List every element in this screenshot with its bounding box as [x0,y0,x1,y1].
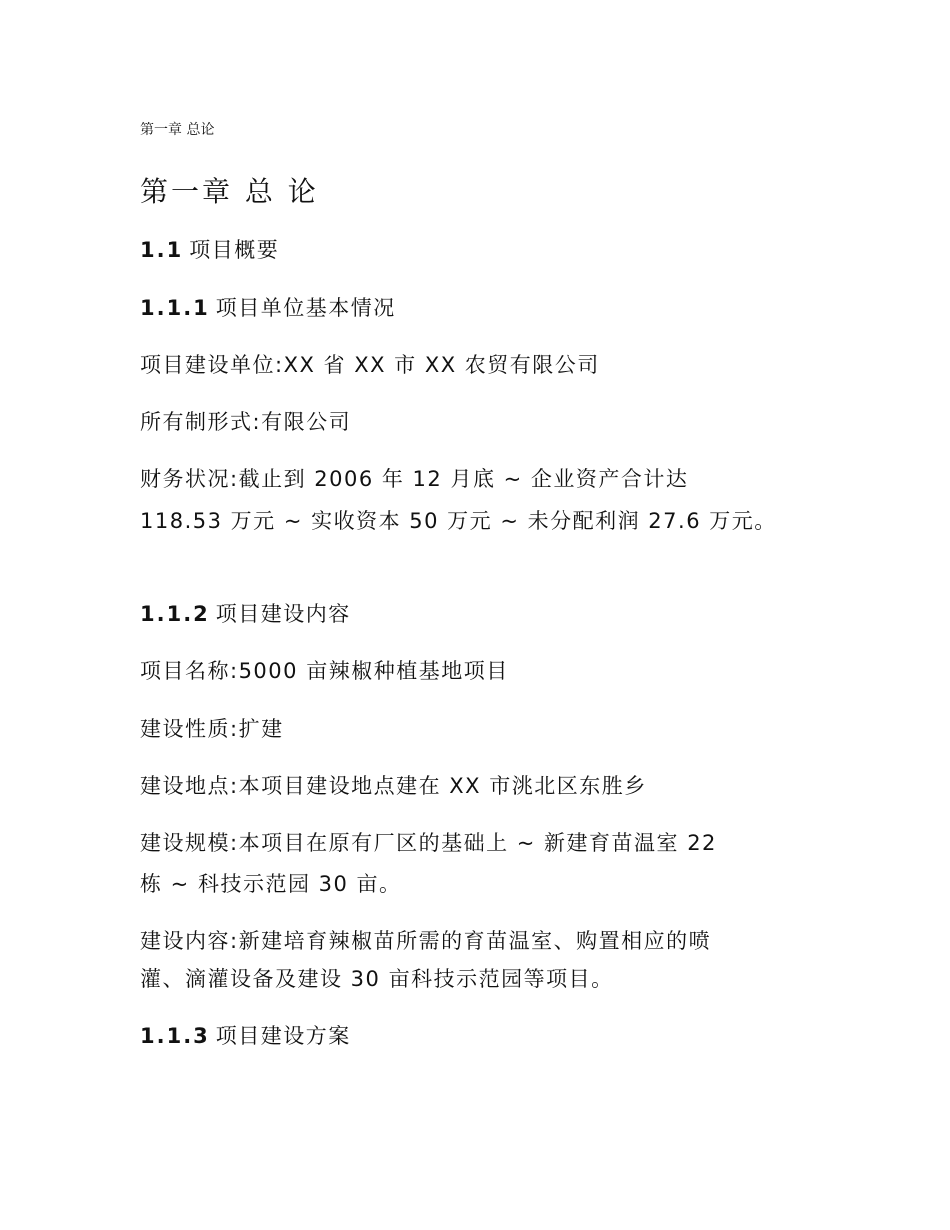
section-number: 1.1.3 [140,1024,210,1048]
section-heading-1-1-3 [140,1020,351,1050]
section-number: 1.1.2 [140,602,210,626]
paragraph-finance-line-2: 118.53 万元 ~ 实收资本 50 万元 ~ 未分配利润 27.6 万元。 [140,509,777,533]
paragraph-scale-line-2: 栋 ~ 科技示范园 30 亩。 [140,872,402,896]
section-title: 项目建设内容 [215,602,351,626]
paragraph-unit: 项目建设单位:XX 省 XX 市 XX 农贸有限公司 [140,353,600,377]
section-title: 项目建设方案 [215,1024,351,1048]
section-number: 1.1 [140,238,184,262]
chapter-title: 第一章 总 论 [140,175,319,208]
paragraph-project-name: 项目名称:5000 亩辣椒种植基地项目 [140,659,509,683]
paragraph-location: 建设地点:本项目建设地点建在 XX 市洮北区东胜乡 [140,774,647,798]
paragraph-content-line-1: 建设内容:新建培育辣椒苗所需的育苗温室、购置相应的喷 [140,929,712,953]
paragraph-content-line-2: 灌、滴灌设备及建设 30 亩科技示范园等项目。 [140,967,614,991]
section-heading-1-1-2 [140,598,351,628]
paragraph-scale-line-1: 建设规模:本项目在原有厂区的基础上 ~ 新建育苗温室 22 [140,831,717,855]
paragraph-ownership: 所有制形式:有限公司 [140,410,352,434]
paragraph-nature: 建设性质:扩建 [140,717,284,741]
section-heading-1-1 [140,234,279,264]
running-header: 第一章 总论 [140,122,215,138]
section-number: 1.1.1 [140,296,210,320]
section-heading-1-1-1 [140,292,396,322]
section-title: 项目单位基本情况 [215,296,396,320]
section-title: 项目概要 [189,238,280,262]
paragraph-finance-line-1: 财务状况:截止到 2006 年 12 月底 ~ 企业资产合计达 [140,467,689,491]
